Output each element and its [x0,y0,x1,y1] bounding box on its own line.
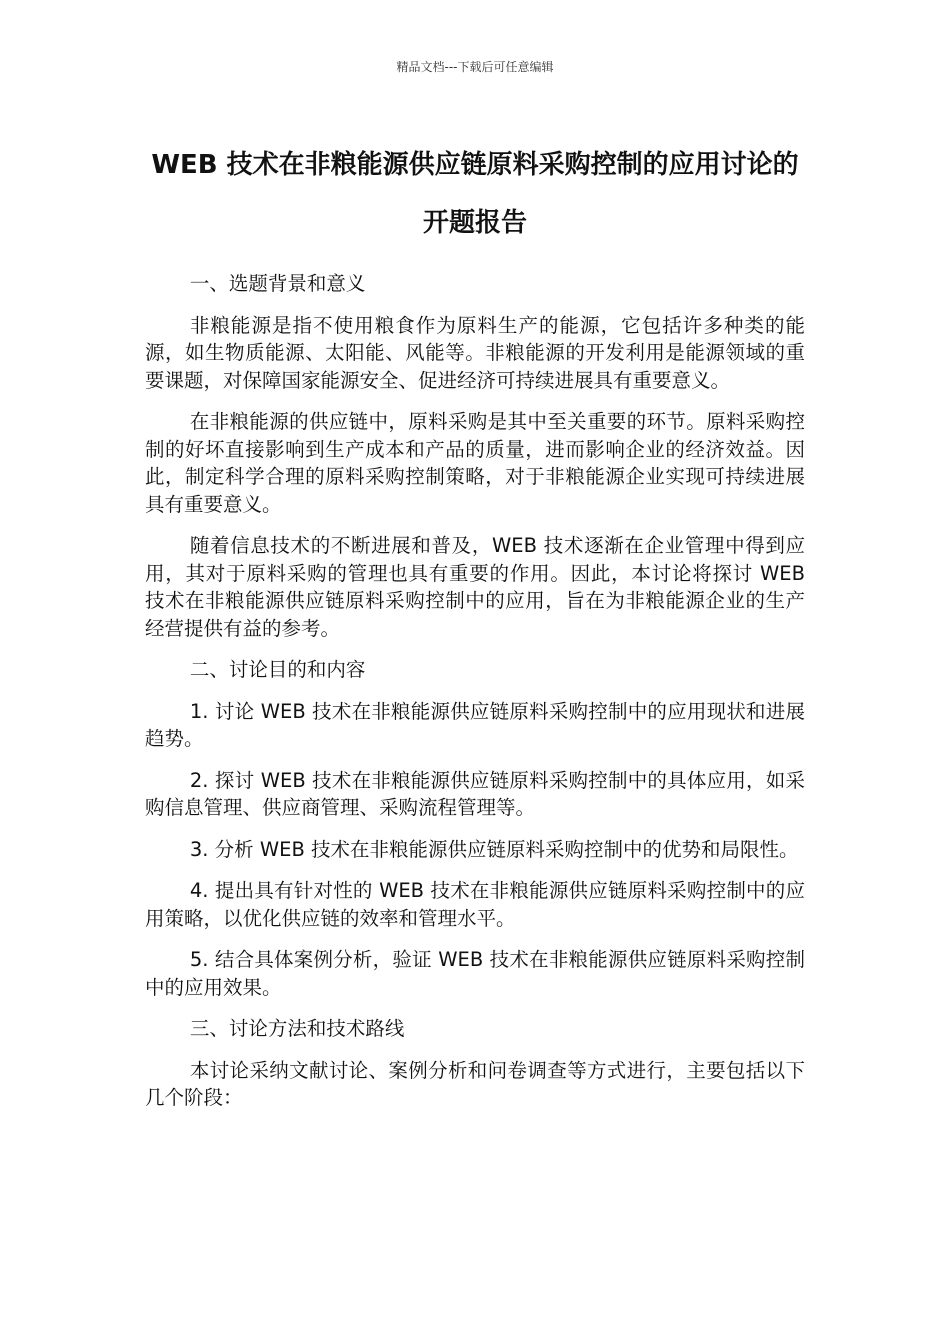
list-item: 2. 探讨 WEB 技术在非粮能源供应链原料采购控制中的具体应用，如采购信息管理、供应商管理、采购流程管理等。 [145,768,805,819]
header-note: 精品文档---下载后可任意编辑 [396,60,554,74]
paragraph: 非粮能源是指不使用粮食作为原料生产的能源，它包括许多种类的能源，如生物质能源、太阳能、风能等。非粮能源的开发利用是能源领域的重要课题，对保障国家能源安全、促进经济可持续进展具有重要意义。 [145,313,805,392]
list-item: 5. 结合具体案例分析，验证 WEB 技术在非粮能源供应链原料采购控制中的应用效果。 [145,948,805,999]
section-heading-background: 一、选题背景和意义 [189,272,366,295]
paragraph: 随着信息技术的不断进展和普及，WEB 技术逐渐在企业管理中得到应用，其对于原料采购的管理也具有重要的作用。因此，本讨论将探讨 WEB 技术在非粮能源供应链原料采购控制中的应用，旨在为非粮能源企业的生产经营提供有益的参考。 [145,534,805,640]
document-body [145,270,805,1126]
list-item: 3. 分析 WEB 技术在非粮能源供应链原料采购控制中的优势和局限性。 [189,837,799,861]
paragraph: 本讨论采纳文献讨论、案例分析和问卷调查等方式进行，主要包括以下几个阶段： [145,1058,805,1109]
section-heading-methods: 三、讨论方法和技术路线 [189,1017,405,1040]
list-item: 1. 讨论 WEB 技术在非粮能源供应链原料采购控制中的应用现状和进展趋势。 [145,699,805,750]
list-item: 4. 提出具有针对性的 WEB 技术在非粮能源供应链原料采购控制中的应用策略，以优化供应链的效率和管理水平。 [145,879,805,930]
paragraph: 在非粮能源的供应链中，原料采购是其中至关重要的环节。原料采购控制的好坏直接影响到生产成本和产品的质量，进而影响企业的经济效益。因此，制定科学合理的原料采购控制策略，对于非粮能源企业实现可持续进展具有重要意义。 [145,410,805,516]
document-title: WEB 技术在非粮能源供应链原料采购控制的应用讨论的开题报告 [151,150,799,238]
section-heading-objectives: 二、讨论目的和内容 [189,658,366,681]
